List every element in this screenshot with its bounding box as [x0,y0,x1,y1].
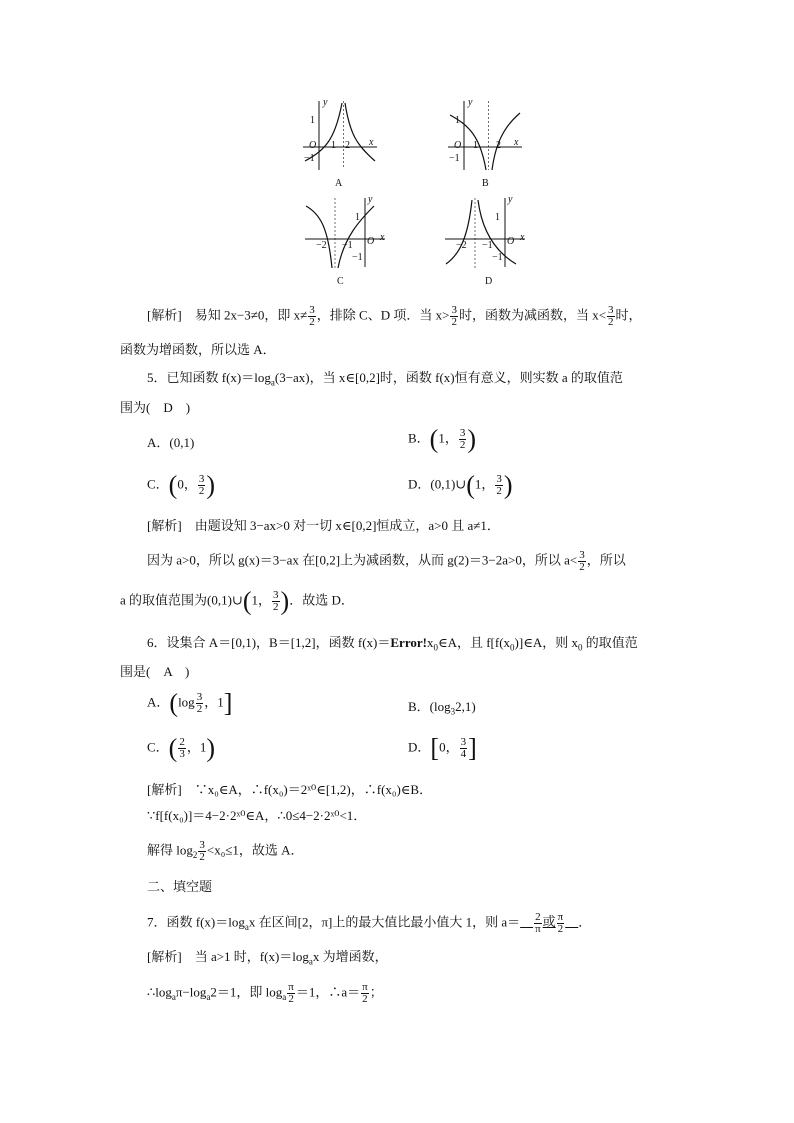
paren: [ [430,733,440,763]
text: ，排除 C、D 项．当 x> [316,307,450,323]
fraction: $\frac{3}{2}$ [608,304,614,328]
text: π−log [175,984,207,1000]
q6-stem-line2: 围是( A ) [120,664,190,679]
origin-label: O [507,236,515,247]
text: log [178,694,195,710]
graph-a-label: A [335,178,343,189]
text: 当 a>1 时，f(x)＝log [194,949,309,964]
paren: ( [168,470,178,500]
origin-label: O [367,236,375,247]
q5-option-c [147,470,216,500]
text: 0， [439,739,459,755]
text: 0， [177,476,197,492]
text: ＝1，∴a＝ [295,984,361,1000]
text: 2＝1，即 log [210,984,283,1000]
axis-x-label: x [369,137,374,148]
text: ．故选 D． [289,592,354,608]
answer-blank: $\frac{2}{\pi}$ 或 $\frac{\pi}{2}$ [535,911,564,935]
q5-option-d [408,470,513,500]
text: 1， [474,476,495,492]
fraction: $\frac{3}{2}$ [496,473,502,497]
axis-x-label: x [380,232,385,243]
graph-d [440,192,535,292]
paren: ( [168,733,178,763]
fraction: $\frac{3}{2}$ [198,473,205,497]
analysis-tag: [解析] [147,307,182,323]
text: C． [147,476,169,492]
subscript: 0 [433,642,438,653]
subscript: a [308,956,313,967]
tick-x2: 2 [496,140,501,151]
subscript: a [282,992,287,1003]
fraction: $\frac{3}{2}$ [579,549,585,573]
q7-analysis-line1 [147,947,388,972]
tick-x1: 1 [331,140,336,151]
text: 2,1) [455,699,476,714]
analysis-tag: [解析] [147,782,182,797]
text: 1， [251,592,272,608]
subscript: 0 [577,642,583,653]
subscript: a [244,922,249,933]
q5-option-b [408,424,477,454]
text: 5．已知函数 f(x)＝log [147,370,271,385]
text: ∴log [147,984,172,1000]
text: x 为增函数， [312,949,388,964]
q6-option-b [408,697,476,722]
axis-y-label: y [468,97,473,108]
subscript: a [270,377,275,388]
q7-stem: 7．函数 $f(x)=\log_ax$ 在区间[2，π]上的最大值比最小值大 1，则 a＝ $\frac{2}{\pi}$ 或 $\frac{\pi}{2}$ ． [147,911,592,935]
subscript: 2 [192,850,198,861]
tick-x1: 1 [473,140,478,151]
paren: ) [280,586,290,616]
fraction: $\frac{3}{2}$ [196,691,203,715]
fraction: $\frac{3}{2}$ [273,589,279,613]
origin-label: O [309,140,317,151]
paren: ) [503,470,513,500]
tick-xm2: −2 [316,240,327,251]
graph-d-label: D [485,276,493,287]
text: 的取值范 [582,635,638,650]
subscript: 3 [450,706,456,717]
fraction: $\frac{3}{2}$ [459,427,466,451]
origin-label: O [454,140,462,151]
fraction: $\frac{\pi}{2}$ [288,981,294,1005]
text: 6．设集合 A＝[0,1)，B＝[1,2]，函数 f(x)＝ [147,635,391,650]
q6-analysis-line1 [147,780,432,800]
q6-option-a [147,688,233,718]
text: ； [369,984,383,1000]
q5-analysis-line1 [147,516,500,536]
subscript: a [171,992,176,1003]
error-text: Error! [390,635,427,650]
q5-stem-line1 [147,368,623,393]
text: B．(log [408,699,451,714]
text: 7．函数 f(x)＝log [147,914,245,930]
text: D． [408,739,431,755]
tick-ym1: −1 [492,252,503,263]
paren: ) [206,733,216,763]
q6-analysis-line2: ∵f[f(x₀)]＝4−2·2ˣ⁰∈A，∴0≤4−2·2ˣ⁰<1． [147,808,367,823]
paren: ] [223,688,233,718]
q5-analysis-line2 [147,550,626,573]
q6-option-d [408,733,477,763]
tick-y1: 1 [355,212,360,223]
tick-ym1: −1 [304,153,315,164]
axis-x-label: x [520,232,525,243]
q4-analysis-line1 [147,305,642,328]
graph-c-label: C [337,276,344,287]
tick-y1: 1 [495,212,500,223]
fraction: $\frac{2}{3}$ [179,736,185,760]
paren: ( [242,586,252,616]
q7-analysis-line2 [147,982,383,1007]
tick-ym1: −1 [449,153,460,164]
text: <x₀≤1，故选 A． [206,842,304,858]
analysis-tag: [解析] [147,949,182,964]
text: ∈A，且 f[f(x [437,635,511,650]
fraction: $\frac{\pi}{2}$ [362,981,368,1005]
fraction: $\frac{3}{2}$ [309,304,315,328]
text: ，1 [204,694,224,710]
axis-y-label: y [368,194,373,205]
paren: ] [468,733,477,763]
q5-stem-line2: 围为( D ) [120,400,191,415]
text: A． [147,694,170,710]
text: x 在区间[2，π]上的最大值比最小值大 1，则 a＝ [248,914,521,930]
paren: ) [206,470,216,500]
subscript: a [206,992,211,1003]
q6-stem-line1 [147,633,638,658]
q5-analysis-line3 [120,586,354,616]
text: 解得 log [147,842,193,858]
text: D．(0,1)∪ [408,476,467,492]
text: 时，函数为减函数，当 x< [458,307,607,323]
text: 1， [438,430,458,446]
text: (3−ax)，当 x∈[0,2]时，函数 f(x)恒有意义，则实数 a 的取值范 [274,370,623,385]
text: ，1 [186,739,207,755]
subscript: 0 [510,642,515,653]
text: )]∈A，则 x [514,635,578,650]
q6-analysis-line3 [147,840,304,865]
graph-b [440,95,530,190]
q5-option-a: A．(0,1) [147,435,195,450]
axis-x-label: x [514,137,519,148]
q4-analysis-line2: 函数为增函数，所以选 A． [120,342,276,357]
axis-y-label: y [323,97,328,108]
axis-y-label: y [508,194,513,205]
graph-a [295,95,385,190]
analysis-tag: [解析] [147,518,182,533]
tick-xm2: −2 [456,240,467,251]
paren: ( [169,688,179,718]
fraction: $\frac{3}{2}$ [199,839,205,863]
text: C． [147,739,169,755]
tick-xm1: −1 [342,240,353,251]
text: 因为 a>0，所以 g(x)＝3−ax 在[0,2]上为减函数，从而 g(2)＝3−2a>0，所以 a< [147,552,578,568]
text: 由题设知 3−ax>0 对一切 x∈[0,2]恒成立，a>0 且 a≠1． [194,518,500,533]
fraction: $\frac{3}{2}$ [451,304,457,328]
tick-ym1: −1 [352,252,363,263]
tick-y1: 1 [455,115,460,126]
text: x [426,635,434,650]
paren: ) [467,424,477,454]
graph-c [300,192,395,292]
text: ，所以 [586,552,626,568]
text: ∵x₀∈A，∴f(x₀)＝2ˣ⁰∈[1,2)，∴f(x₀)∈B． [194,782,433,797]
paren: ( [429,424,439,454]
text: 时， [615,307,642,323]
text: a 的取值范围为(0,1)∪ [120,592,243,608]
fraction: $\frac{3}{4}$ [460,736,467,760]
paren: ( [466,470,475,500]
section-heading: 二、填空题 [147,879,213,894]
tick-y1: 1 [310,115,315,126]
tick-x2: 2 [345,140,350,151]
text: B． [408,430,430,446]
tick-xm1: −1 [482,240,493,251]
q6-option-c [147,733,216,763]
graph-b-label: B [482,178,489,189]
text: 易知 2x−3≠0，即 x≠ [194,307,308,323]
